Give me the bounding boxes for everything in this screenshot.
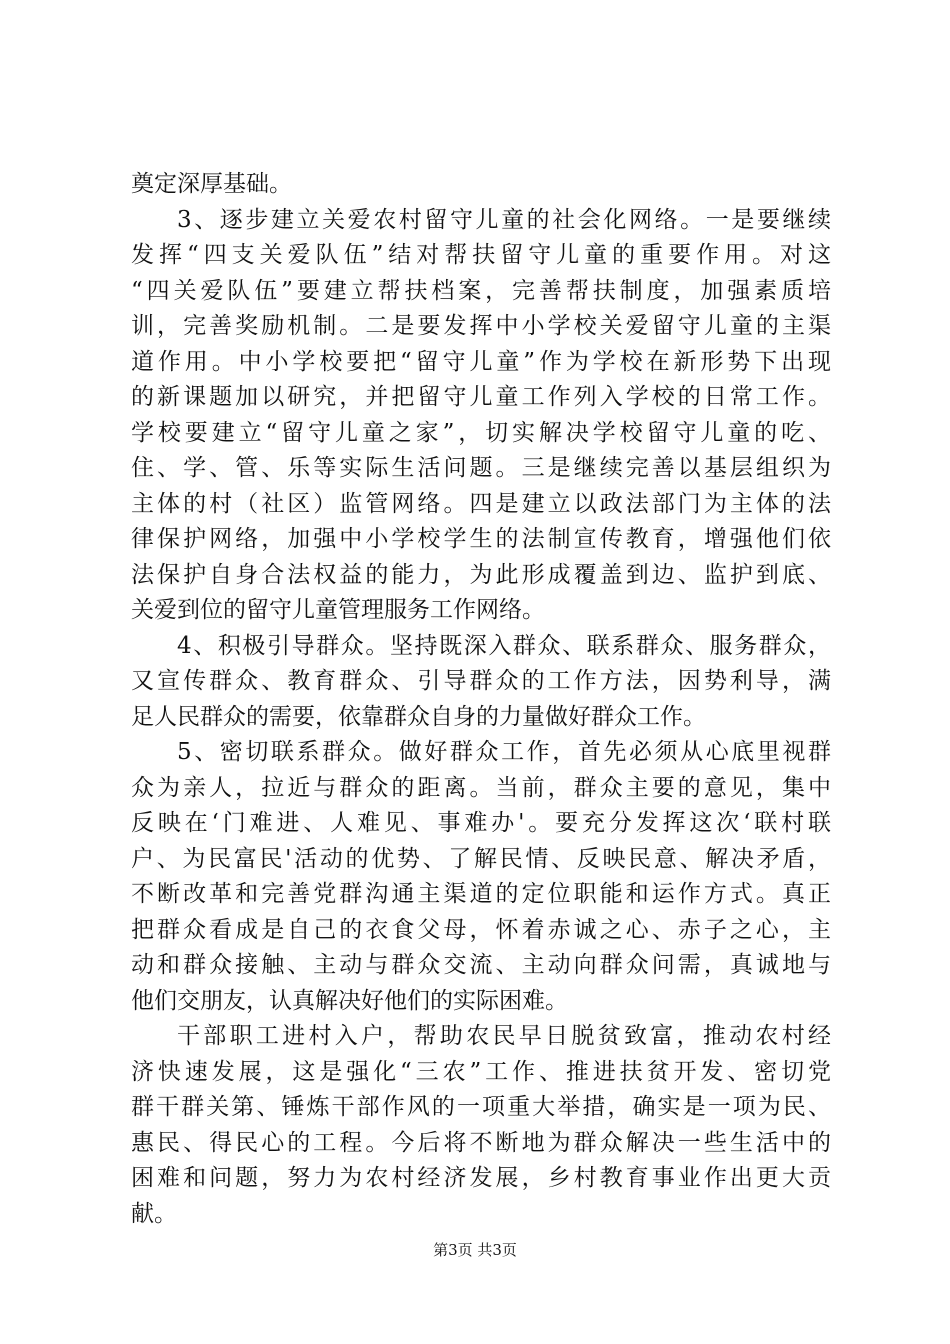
text-line: 把群众看成是自己的衣食父母，怀着赤诚之心、赤子之心，主 xyxy=(131,916,831,943)
text-line: 关爱到位的留守儿童管理服务工作网络。 xyxy=(131,597,545,623)
text-line: 训，完善奖励机制。二是要发挥中小学校关爱留守儿童的主渠 xyxy=(131,313,831,339)
page-footer: 第3页 共3页 xyxy=(433,1241,517,1259)
text-line: 众为亲人，拉近与群众的距离。当前，群众主要的意见，集中 xyxy=(131,774,831,801)
text-line: 不断改革和完善党群沟通主渠道的定位职能和运作方式。真正 xyxy=(131,881,831,907)
text-line: 又宣传群众、教育群众、引导群众的工作方法，因势利导，满 xyxy=(131,668,831,694)
text-line: 4、积极引导群众。坚持既深入群众、联系群众、服务群众， xyxy=(177,632,831,659)
text-line: 奠定深厚基础。 xyxy=(131,171,292,197)
text-line: 他们交朋友，认真解决好他们的实际困难。 xyxy=(131,987,568,1014)
text-line: 群干群关第、锤炼干部作风的一项重大举措，确实是一项为民、 xyxy=(131,1094,831,1120)
text-line: 的新课题加以研究，并把留守儿童工作列入学校的日常工作。 xyxy=(131,384,831,410)
text-line: 干部职工进村入户，帮助农民早日脱贫致富，推动农村经 xyxy=(177,1023,831,1049)
text-line: 足人民群众的需要，依靠群众自身的力量做好群众工作。 xyxy=(131,703,706,730)
text-line: 5、密切联系群众。做好群众工作，首先必须从心底里视群 xyxy=(177,739,831,765)
text-line: 3、逐步建立关爱农村留守儿童的社会化网络。一是要继续 xyxy=(177,206,831,233)
text-line: 发挥“四支关爱队伍”结对帮扶留守儿童的重要作用。对这 xyxy=(131,242,831,268)
text-line: 住、学、管、乐等实际生活问题。三是继续完善以基层组织为 xyxy=(131,455,831,481)
text-line: 献。 xyxy=(131,1200,177,1227)
text-line: 惠民、得民心的工程。今后将不断地为群众解决一些生活中的 xyxy=(131,1129,831,1156)
document-body xyxy=(131,167,831,1232)
text-line: 反映在‘门难进、人难见、事难办'。要充分发挥这次‘联村联 xyxy=(131,810,831,836)
text-line: 法保护自身合法权益的能力，为此形成覆盖到边、监护到底、 xyxy=(131,561,831,588)
text-line: 学校要建立“留守儿童之家”，切实解决学校留守儿童的吃、 xyxy=(131,419,831,446)
text-line: 道作用。中小学校要把“留守儿童”作为学校在新形势下出现 xyxy=(131,348,831,375)
text-line: 动和群众接触、主动与群众交流、主动向群众问需，真诚地与 xyxy=(131,952,831,978)
text-line: 主体的村（社区）监管网络。四是建立以政法部门为主体的法 xyxy=(131,490,831,517)
text-line: 户、为民富民'活动的优势、了解民情、反映民意、解决矛盾， xyxy=(131,845,831,872)
text-line: 律保护网络，加强中小学校学生的法制宣传教育，增强他们依 xyxy=(131,526,831,552)
text-line: 济快速发展，这是强化“三农”工作、推进扶贫开发、密切党 xyxy=(131,1058,831,1085)
text-line: “四关爱队伍”要建立帮扶档案，完善帮扶制度，加强素质培 xyxy=(131,277,831,304)
text-line: 困难和问题，努力为农村经济发展，乡村教育事业作出更大贡 xyxy=(131,1165,831,1191)
